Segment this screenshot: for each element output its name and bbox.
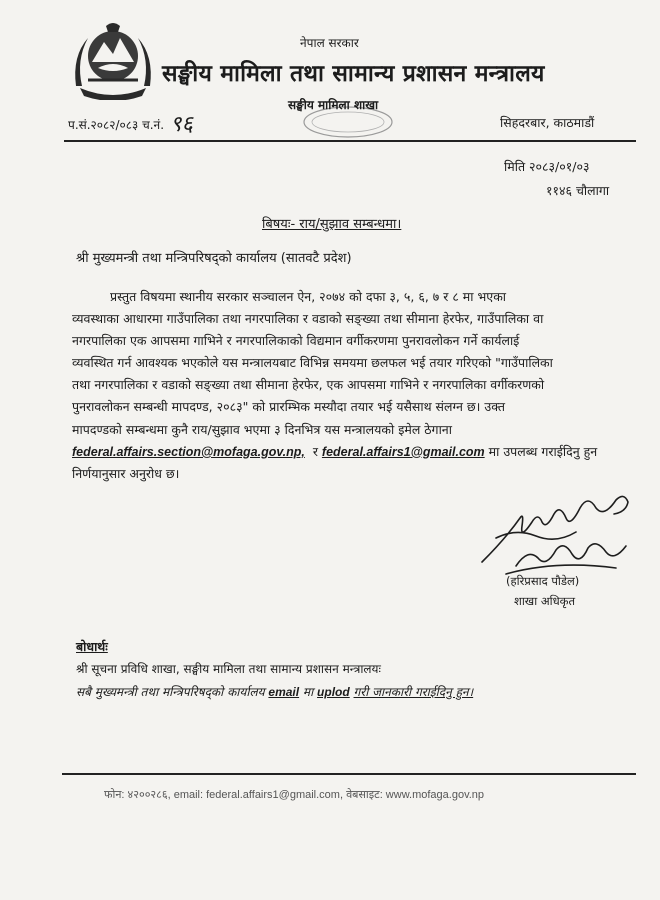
cc-uplod-word: uplod	[317, 685, 350, 699]
footer-contact: फोन: ४२००२८६, email: federal.affairs1@gmail.com, वेबसाइट: www.mofaga.gov.np	[104, 789, 485, 801]
cc-line-2-start: सबै मुख्यमन्त्री तथा मन्त्रिपरिषद्को कार्यालय	[76, 685, 265, 699]
cc-label: बोधार्थः	[76, 639, 108, 654]
email-line-tail: मा उपलब्ध गराईदिनु हुन	[488, 443, 598, 459]
body-line: मापदण्डको सम्बन्धमा कुनै राय/सुझाव भएमा ३ दिनभित्र यस मन्त्रालयको इमेल ठेगाना	[72, 421, 452, 437]
government-name: नेपाल सरकार	[300, 36, 359, 50]
letter-addressee: श्री मुख्यमन्त्री तथा मन्त्रिपरिषद्को कार्यालय (सातवटै प्रदेश)	[76, 251, 352, 266]
body-closing-line: निर्णयानुसार अनुरोध छ।	[72, 465, 180, 481]
cc-line-2	[76, 683, 473, 700]
footer-divider	[62, 773, 636, 775]
body-line: व्यवस्थित गर्न आवश्यक भएकोले यस मन्त्रालयबाट विभिन्न समयमा छलफल भई तयार गरिएको "गाउँपालिका	[72, 355, 553, 371]
letter-subject: बिषयः- राय/सुझाव सम्बन्धमा।	[262, 217, 402, 232]
letter-date: मिति २०८३/०१/०३	[504, 159, 590, 174]
cc-line-2-end: गरी जानकारी गराईदिनु हुन।	[353, 685, 474, 699]
signatory-title: शाखा अधिकृत	[514, 594, 576, 608]
body-line: व्यवस्थाका आधारमा गाउँपालिका तथा नगरपालिका र वडाको सङ्ख्या तथा सीमाना हेरफेर, गाउँपालिका वा	[72, 311, 544, 327]
nepal-emblem-icon	[68, 16, 158, 100]
body-line: तथा नगरपालिका र वडाको सङ्ख्या तथा सीमाना हेरफेर, एक आपसमा गाभिने र नगरपालिका वर्गीकरणको	[72, 377, 545, 393]
body-line: प्रस्तुत विषयमा स्थानीय सरकार सञ्चालन ऐन, २०७४ को दफा ३, ५, ६, ७ र ८ मा भएका	[110, 289, 507, 304]
register-number: ११४६ चौलागा	[546, 183, 610, 198]
cc-line-1: श्री सूचना प्रविधि शाखा, सङ्घीय मामिला तथा सामान्य प्रशासन मन्त्रालयः	[76, 662, 381, 676]
cc-email-word: email	[268, 685, 300, 699]
dispatch-number: ९६	[170, 112, 193, 137]
email-link-section[interactable]: federal.affairs.section@mofaga.gov.np,	[72, 444, 305, 459]
signatory-name: (हरिप्रसाद पौडेल)	[506, 574, 580, 588]
branch-name: सङ्घीय मामिला शाखा	[288, 98, 379, 112]
body-line: पुनरावलोकन सम्बन्धी मापदण्ड, २०८३" को प्रारम्भिक मस्यौदा तयार भई यसैसाथ संलग्न छ। उक्त	[72, 399, 506, 415]
reference-number: प.सं.२०८२/०८३ च.नं.	[68, 118, 165, 132]
letter-body	[72, 286, 636, 485]
email-link-gmail[interactable]: federal.affairs1@gmail.com	[321, 444, 485, 459]
body-email-line	[72, 441, 636, 463]
header-divider	[64, 140, 636, 142]
ministry-name: सङ्घीय मामिला तथा सामान्य प्रशासन मन्त्रालय	[162, 61, 545, 87]
email-joiner: र	[312, 443, 318, 459]
handwritten-signature	[476, 478, 634, 588]
office-place: सिहदरबार, काठमाडौं	[500, 115, 595, 130]
cc-line-2-mid: मा	[302, 685, 314, 699]
body-line: नगरपालिका एक आपसमा गाभिने र नगरपालिकाको विद्यमान वर्गीकरणमा पुनरावलोकन गर्ने कार्यलाई	[72, 333, 520, 349]
